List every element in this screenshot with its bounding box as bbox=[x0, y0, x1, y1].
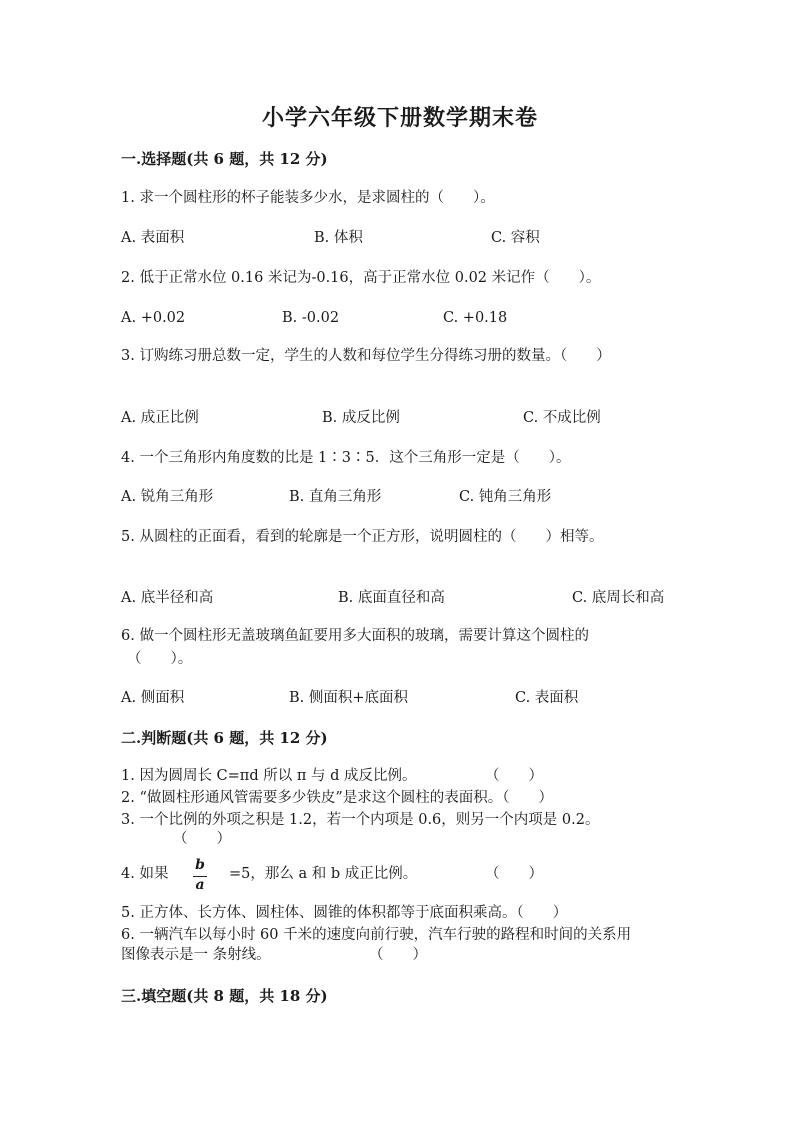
judge-6-text-continued: 图像表示是一 条射线。 bbox=[121, 947, 271, 963]
question-3-option-a: A. 成正比例 bbox=[121, 410, 199, 426]
question-3-option-c: C. 不成比例 bbox=[523, 410, 601, 426]
section-heading-judge: 二.判断题(共 6 题，共 12 分) bbox=[121, 729, 328, 747]
fraction-denominator: a bbox=[195, 877, 205, 893]
question-2-option-c: C. +0.18 bbox=[443, 310, 508, 326]
question-1-option-c: C. 容积 bbox=[491, 230, 540, 246]
judge-4-answer-paren: （ ） bbox=[485, 866, 543, 882]
question-2-option-a: A. +0.02 bbox=[121, 310, 186, 326]
fraction-numerator: b bbox=[195, 857, 205, 873]
question-3-option-b: B. 成反比例 bbox=[322, 410, 400, 426]
question-4-option-c: C. 钝角三角形 bbox=[459, 489, 552, 505]
judge-1-text: 1. 因为圆周长 C=πd 所以 π 与 d 成反比例。 bbox=[121, 768, 417, 784]
question-5-option-c: C. 底周长和高 bbox=[572, 590, 665, 606]
question-4-stem: 4. 一个三角形内角度数的比是 1∶3∶5．这个三角形一定是（ ）。 bbox=[121, 450, 571, 466]
question-6-option-b: B. 侧面积+底面积 bbox=[289, 690, 409, 706]
question-5-option-b: B. 底面直径和高 bbox=[338, 590, 445, 606]
question-6-option-c: C. 表面积 bbox=[515, 690, 579, 706]
fraction-b-over-a bbox=[193, 857, 207, 895]
question-1-stem: 1. 求一个圆柱形的杯子能装多少水，是求圆柱的（ ）。 bbox=[121, 190, 495, 206]
judge-6-text: 6. 一辆汽车以每小时 60 千米的速度向前行驶，汽车行驶的路程和时间的关系用 bbox=[121, 927, 632, 943]
question-6-stem: 6. 做一个圆柱形无盖玻璃鱼缸要用多大面积的玻璃，需要计算这个圆柱的 bbox=[121, 628, 589, 644]
question-1-option-a: A. 表面积 bbox=[121, 230, 185, 246]
question-4-option-b: B. 直角三角形 bbox=[289, 489, 382, 505]
question-5-option-a: A. 底半径和高 bbox=[121, 590, 214, 606]
section-heading-fill: 三.填空题(共 8 题，共 18 分) bbox=[121, 987, 328, 1005]
judge-5-text: 5. 正方体、长方体、圆柱体、圆锥的体积都等于底面积乘高。（ ） bbox=[121, 905, 568, 921]
question-5-stem: 5. 从圆柱的正面看，看到的轮廓是一个正方形，说明圆柱的（ ）相等。 bbox=[121, 529, 604, 545]
section-heading-choice: 一.选择题(共 6 题，共 12 分) bbox=[121, 150, 328, 168]
judge-3-answer-paren: （ ） bbox=[173, 831, 231, 847]
judge-4-prefix: 4. 如果 bbox=[121, 866, 169, 882]
question-6-option-a: A. 侧面积 bbox=[121, 690, 185, 706]
judge-1-answer-paren: （ ） bbox=[485, 768, 543, 784]
question-6-stem-continued: （ ）。 bbox=[127, 651, 193, 667]
page-title: 小学六年级下册数学期末卷 bbox=[261, 105, 538, 131]
question-1-option-b: B. 体积 bbox=[314, 230, 363, 246]
question-4-option-a: A. 锐角三角形 bbox=[121, 489, 214, 505]
question-2-option-b: B. -0.02 bbox=[282, 310, 340, 326]
question-3-stem: 3. 订购练习册总数一定，学生的人数和每位学生分得练习册的数量。（ ） bbox=[121, 348, 611, 364]
judge-3-text: 3. 一个比例的外项之积是 1.2，若一个内项是 0.6，则另一个内项是 0.2。 bbox=[121, 812, 600, 828]
question-2-stem: 2. 低于正常水位 0.16 米记为-0.16，高于正常水位 0.02 米记作（ ）。 bbox=[121, 270, 601, 286]
judge-4-suffix: =5，那么 a 和 b 成正比例。 bbox=[229, 866, 418, 882]
judge-6-answer-paren: （ ） bbox=[369, 947, 427, 963]
judge-2-text: 2. “做圆柱形通风管需要多少铁皮”是求这个圆柱的表面积。（ ） bbox=[121, 790, 554, 806]
